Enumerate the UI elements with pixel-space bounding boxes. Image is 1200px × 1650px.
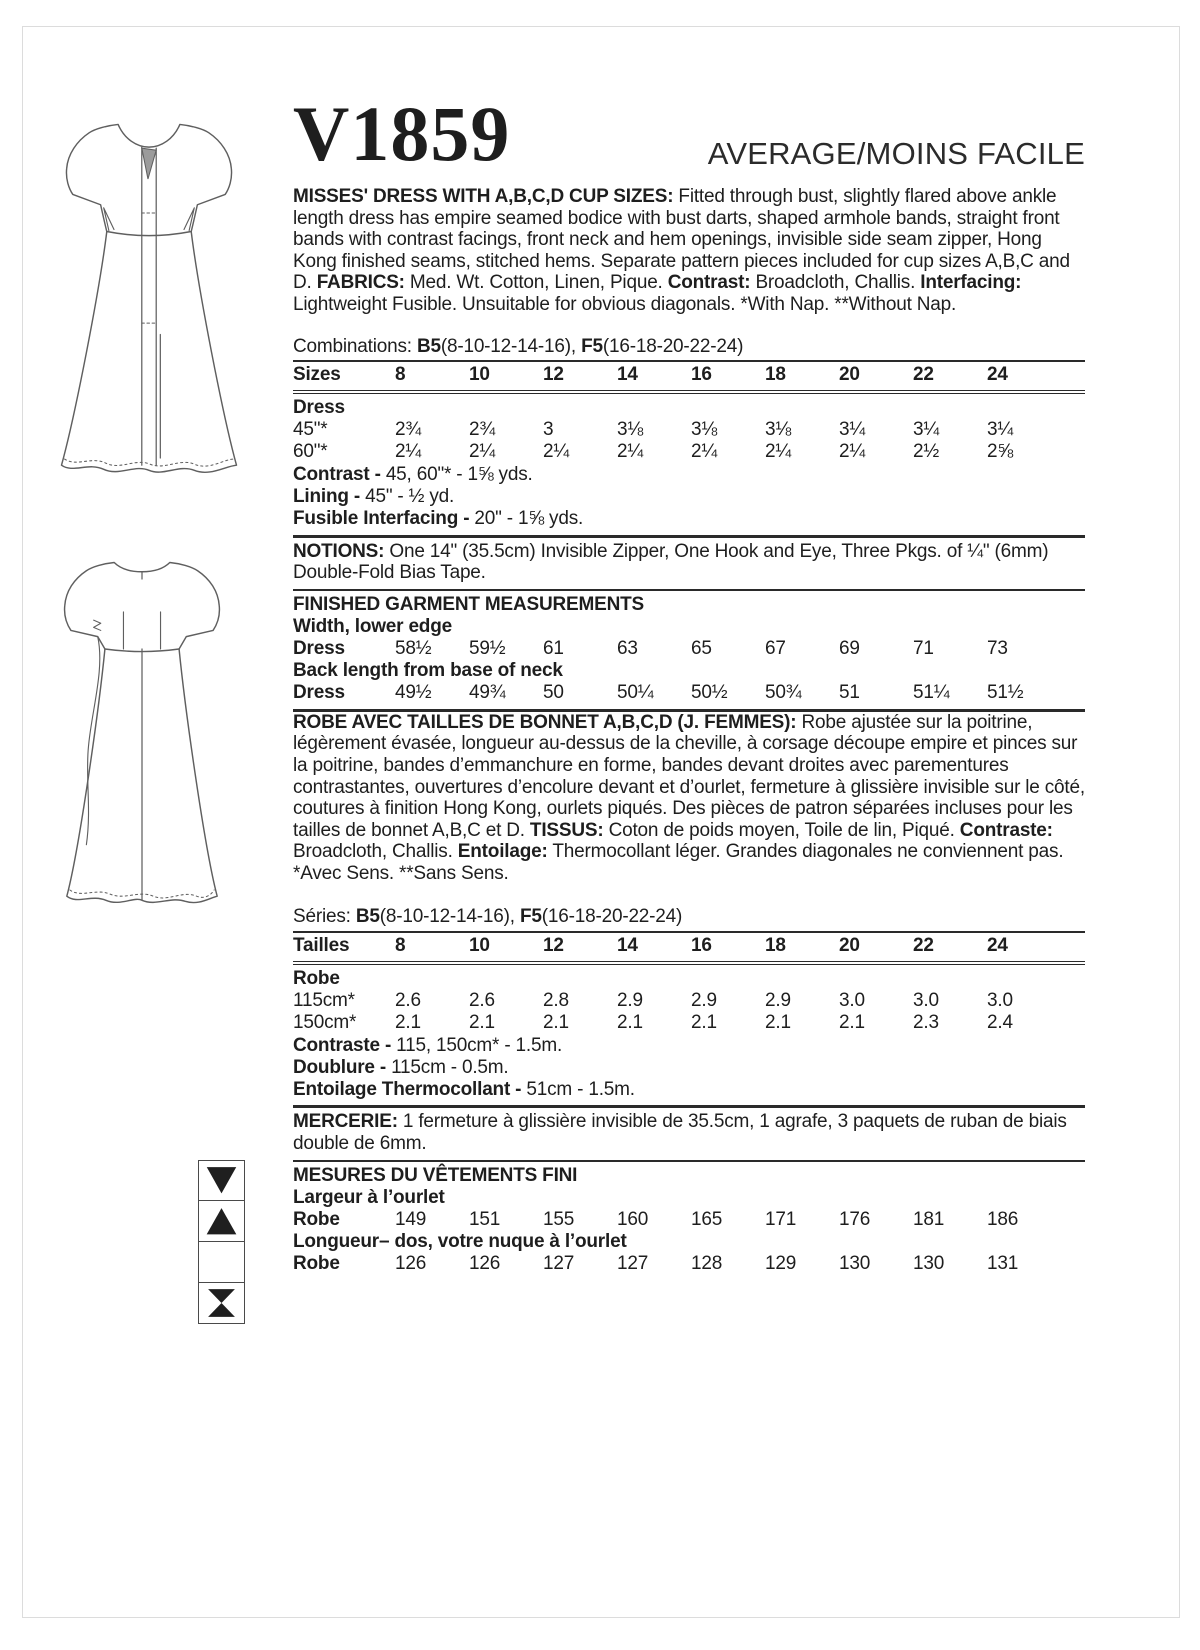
- english-description: MISSES' DRESS WITH A,B,C,D CUP SIZES: Fitted through bust, slightly flared above ankle length dress has empire seamed bodice with bust darts, shaped armhole bands, straight front bands with contrast facings, front neck and hem openings, invisible side seam zipper, Hong Kong finished seams, stitched hems. Separate pattern pieces included for cup sizes A,B,C and D. FABRICS: Med. Wt. Cotton, Linen, Pique. Contrast: Broadcloth, Challis. Interfacing: Lightweight Fusible. Unsuitable for obvious diagonals. *With Nap. **Without Nap.: [293, 186, 1070, 315]
- finished-measurements-title-en: FINISHED GARMENT MEASUREMENTS: [293, 593, 644, 615]
- rule: [293, 589, 1085, 591]
- dress-back-illustration: [42, 546, 242, 924]
- neck-opening-wedge: [142, 148, 156, 179]
- french-description: ROBE AVEC TAILLES DE BONNET A,B,C,D (J. FEMMES): Robe ajustée sur la poitrine, légèrement évasée, longueur au-dessus de la cheville, à corsage découpe empire et pinces sur la poitrine, bandes d’emmanchure en forme, bandes devant droites avec parementures contrastantes, ouvertures d’encolure devant et d’ourlet, fermeture à glissière invisible sur le côté, coutures à finition Hong Kong, ourlets piqués. Des pièces de patron séparées incluses pour les tailles de bonnet A,B,C et D. TISSUS: Coton de poids moyen, Toile de lin, Piqué. Contraste: Broadcloth, Challis. Entoilage: Thermocollant léger. Grandes diagonales ne conviennent pas.: [293, 711, 1085, 863]
- yardage-row-45: 45"* 2¾ 2¾ 3 3⅛ 3⅛ 3⅛ 3¼ 3¼ 3¼: [293, 418, 1014, 440]
- nap-symbol-blank: [198, 1242, 245, 1283]
- zipper-mark: [94, 620, 101, 630]
- lining-note-fr: Doublure - 115cm - 0.5m.: [293, 1056, 509, 1078]
- contrast-note-en: Contrast - 45, 60"* - 1⅝ yds.: [293, 463, 533, 485]
- lining-note-en: Lining - 45" - ½ yd.: [293, 485, 455, 507]
- width-lower-edge-label-en: Width, lower edge: [293, 615, 452, 637]
- contrast-note-fr: Contraste - 115, 150cm* - 1.5m.: [293, 1034, 563, 1056]
- garment-label-en: Dress: [293, 396, 345, 418]
- main-text-column: [293, 90, 1085, 1276]
- rule: [293, 1160, 1085, 1162]
- nap-symbol-hourglass: [198, 1283, 245, 1324]
- masthead: [293, 90, 1085, 177]
- nap-symbol-down: [198, 1160, 245, 1201]
- combinations-line: Combinations: B5(8-10-12-14-16), F5(16-18-20-22-24): [293, 336, 1085, 363]
- yardage-row-150: 150cm* 2.1 2.1 2.1 2.1 2.1 2.1 2.1 2.3 2.4: [293, 1012, 1013, 1034]
- hourglass-icon: [199, 1283, 244, 1323]
- dress-front-illustration: [44, 110, 254, 492]
- yardage-row-115: 115cm* 2.6 2.6 2.8 2.9 2.9 2.9 3.0 3.0 3.0: [293, 989, 1013, 1011]
- length-row-en: Dress 49½ 49¾ 50 50¼ 50½ 50¾ 51 51¼ 51½: [293, 682, 1024, 704]
- back-length-label-en: Back length from base of neck: [293, 660, 563, 682]
- difficulty-label: AVERAGE/MOINS FACILE: [707, 136, 1085, 171]
- nap-note-fr: *Avec Sens. **Sans Sens.: [293, 862, 509, 884]
- garment-label-fr: Robe: [293, 967, 340, 989]
- mercerie-paragraph: MERCERIE: 1 fermeture à glissière invisible de 35.5cm, 1 agrafe, 3 paquets de ruban de biais double de 6mm.: [293, 1111, 1067, 1155]
- width-row-en: Dress 58½ 59½ 61 63 65 67 69 71 73: [293, 637, 1008, 659]
- triangle-down-icon: [199, 1161, 244, 1200]
- nap-symbol-column: [198, 1160, 245, 1324]
- notions-paragraph: NOTIONS: One 14" (35.5cm) Invisible Zipper, One Hook and Eye, Three Pkgs. of ¼" (6mm) Double-Fold Bias Tape.: [293, 540, 1049, 584]
- interfacing-note-en: Fusible Interfacing - 20" - 1⅝ yds.: [293, 508, 584, 530]
- series-line: Séries: B5(8-10-12-14-16), F5(16-18-20-22-24): [293, 906, 1085, 933]
- length-row-fr: Robe 126 126 127 127 128 129 130 130 131: [293, 1253, 1019, 1275]
- nap-symbol-up: [198, 1201, 245, 1242]
- pattern-number: V1859: [293, 90, 511, 177]
- finished-measurements-title-fr: MESURES DU VÊTEMENTS FINI: [293, 1164, 578, 1186]
- back-length-label-fr: Longueur– dos, votre nuque à l’ourlet: [293, 1231, 627, 1253]
- triangle-up-icon: [199, 1201, 244, 1241]
- size-header-row-en: Sizes 8 10 12 14 16 18 20 22 24: [293, 362, 1085, 394]
- width-row-fr: Robe 149 151 155 160 165 171 176 181 186: [293, 1208, 1019, 1230]
- interfacing-note-fr: Entoilage Thermocollant - 51cm - 1.5m.: [293, 1079, 635, 1101]
- yardage-row-60: 60"* 2¼ 2¼ 2¼ 2¼ 2¼ 2¼ 2¼ 2½ 2⅝: [293, 441, 1014, 463]
- width-lower-edge-label-fr: Largeur à l’ourlet: [293, 1186, 445, 1208]
- size-header-row-fr: Tailles 8 10 12 14 16 18 20 22 24: [293, 933, 1085, 965]
